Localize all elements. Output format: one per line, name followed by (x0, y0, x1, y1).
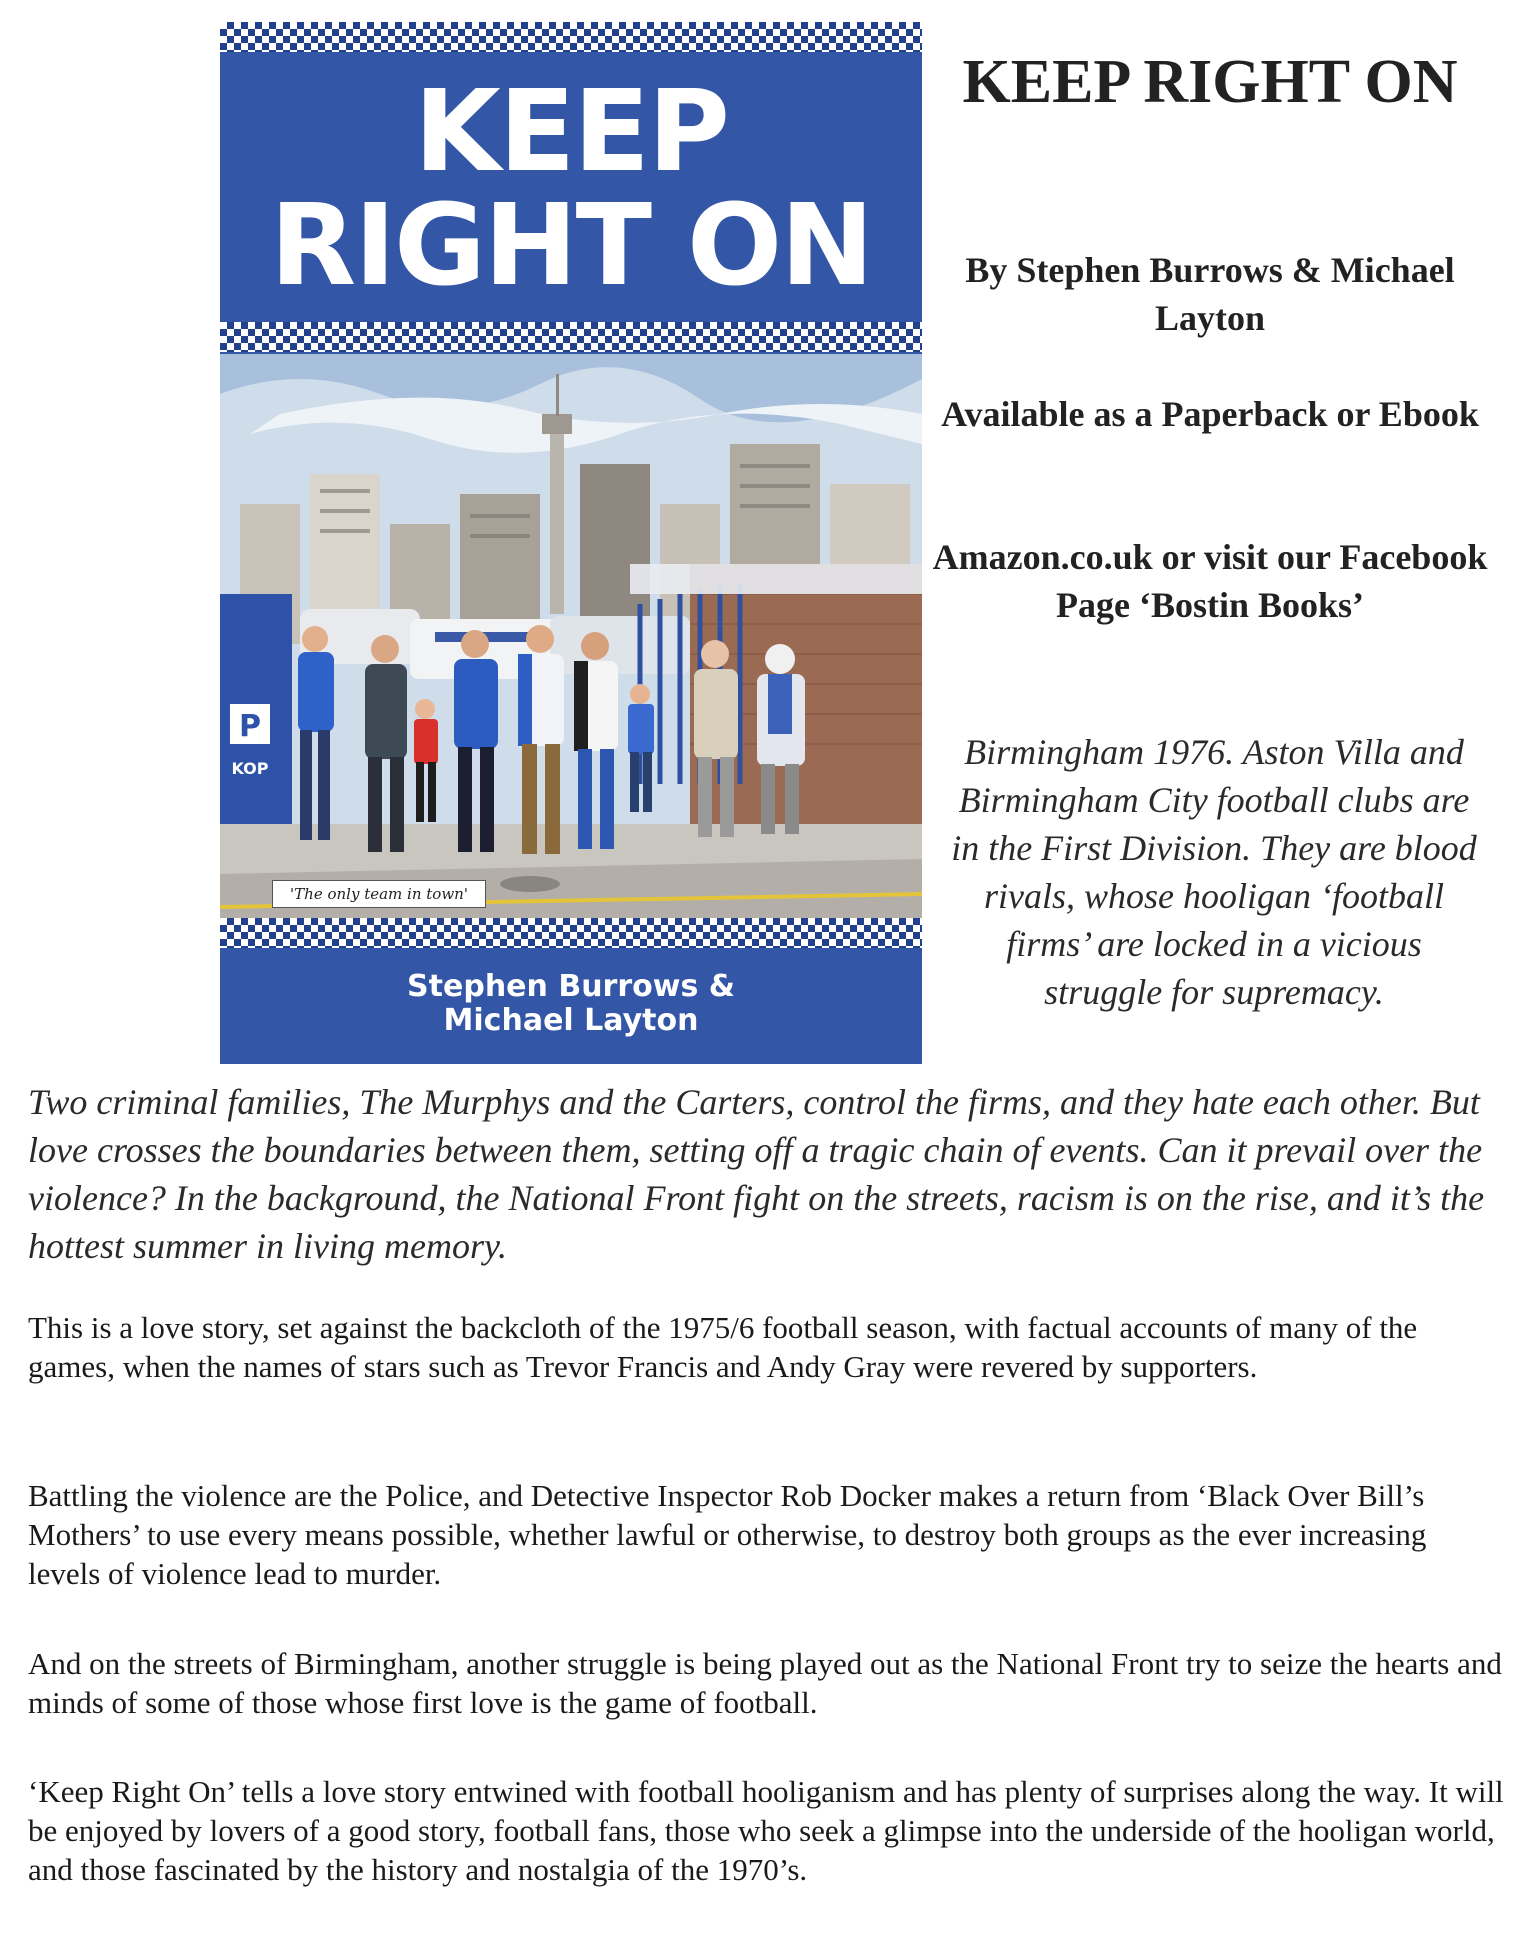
cover-author-line2: Michael Layton (443, 1003, 699, 1038)
availability-note: Available as a Paperback or Ebook (941, 394, 1479, 434)
blurb-continuation: Two criminal families, The Murphys and the Carters, control the firms, and they hate each other. But love crosses the boundaries between them, setting off a tragic chain of events. Can it prevail over the violence? In the background, the National Front fight on the streets, racism is on the rise, and it’s the hottest summer in living memory. (28, 1082, 1485, 1266)
body-paragraph-1: This is a love story, set against the backcloth of the 1975/6 football season, with factual accounts of many of the games, when the names of stars such as Trevor Francis and Andy Gray were revered by supporters. (28, 1310, 1418, 1384)
cover-tagline: 'The only team in town' (272, 880, 486, 908)
body-paragraph-3: And on the streets of Birmingham, another struggle is being played out as the National Front try to seize the hearts and minds of some of those whose first love is the game of football. (28, 1646, 1502, 1720)
book-cover (220, 22, 922, 1064)
cover-title-line1: KEEP (414, 67, 728, 197)
where-to-buy: Amazon.co.uk or visit our Facebook Page ‘Bostin Books’ (932, 537, 1488, 625)
kop-sign: KOP (231, 759, 269, 778)
blurb-intro: Birmingham 1976. Aston Villa and Birmingham City football clubs are in the First Division. They are blood rivals, whose hooligan ‘football firms’ are locked in a vicious struggle for supremacy. (951, 732, 1477, 1012)
cover-author-line1: Stephen Burrows & (407, 969, 735, 1004)
cover-illustration (220, 354, 922, 920)
cover-title-line2: RIGHT ON (270, 181, 872, 311)
checker-band-bottom (220, 918, 922, 948)
checker-band-top (220, 22, 922, 52)
page-title: KEEP RIGHT ON (962, 48, 1458, 116)
byline: By Stephen Burrows & Michael Layton (965, 250, 1455, 338)
checker-band-middle (220, 322, 922, 352)
body-paragraph-2: Battling the violence are the Police, and Detective Inspector Rob Docker makes a return from ‘Black Over Bill’s Mothers’ to use every means possible, whether lawful or otherwise, to destroy both groups as the ever increasing levels of violence lead to murder. (28, 1478, 1427, 1591)
parking-sign: P (239, 709, 261, 744)
body-paragraph-4: ‘Keep Right On’ tells a love story entwined with football hooliganism and has plenty of surprises along the way. It will be enjoyed by lovers of a good story, football fans, those who seek a glimpse into the underside of the hooligan world, and those fascinated by the history and nostalgia of the 1970’s. (28, 1774, 1504, 1887)
